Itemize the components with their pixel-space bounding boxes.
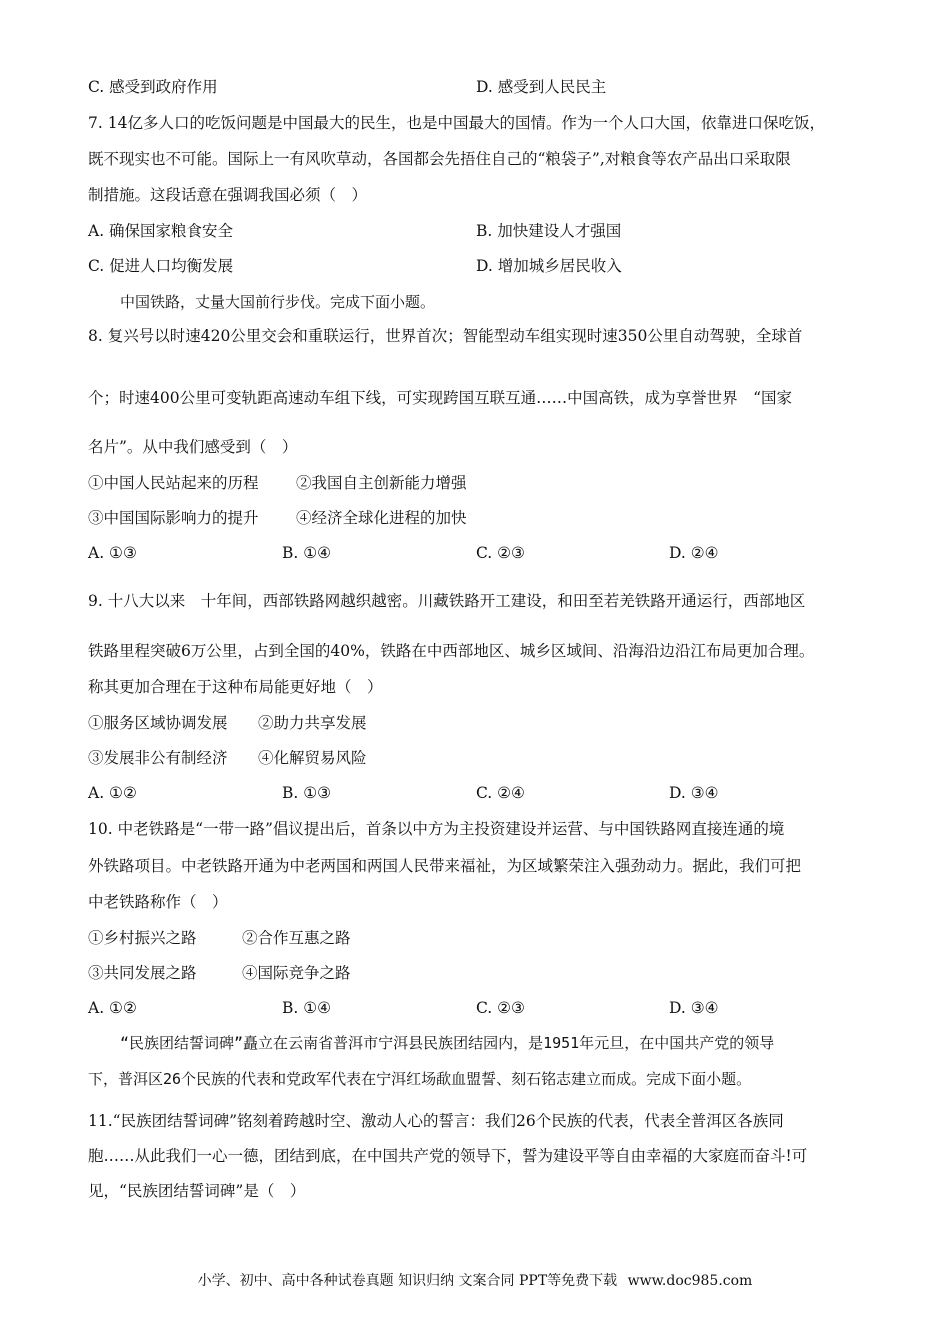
- q11-stem-line2: 胞……从此我们一心一德，团结到底，在中国共产党的领导下，誓为建设平等自由幸福的大家庭而奋斗!可: [88, 1147, 808, 1165]
- q10-option-c: C. ②③: [476, 999, 525, 1017]
- q7-stem-line2: 既不现实也不可能。国际上一有风吹草动，各国都会先捂住自己的“粮袋子”,对粮食等农产品出口采取限: [88, 150, 791, 168]
- q9-statement-4: ④化解贸易风险: [258, 749, 367, 767]
- q8-statement-3: ③中国国际影响力的提升: [88, 509, 259, 527]
- section-intro-railway: 中国铁路，丈量大国前行步伐。完成下面小题。: [120, 293, 436, 311]
- q10-statement-1: ①乡村振兴之路: [88, 929, 197, 947]
- q9-statement-3: ③发展非公有制经济: [88, 749, 228, 767]
- section-intro-monument-line1: “民族团结誓词碑”矗立在云南省普洱市宁洱县民族团结园内，是1951年元旦，在中国共产党的领导: [120, 1034, 775, 1052]
- q10-statement-4: ④国际竞争之路: [242, 964, 351, 982]
- q7-stem-line1: 7. 14亿多人口的吃饭问题是中国最大的民生，也是中国最大的国情。作为一个人口大国，依靠进口保吃饭，: [88, 114, 825, 132]
- footer-url[interactable]: www.doc985.com: [627, 1273, 753, 1289]
- q7-option-d: D. 增加城乡居民收入: [476, 257, 622, 275]
- section-intro-monument-line2: 下，普洱区26个民族的代表和党政军代表在宁洱红场歃血盟誓、刻石铭志建立而成。完成下面小题。: [88, 1070, 752, 1088]
- q7-option-c: C. 促进人口均衡发展: [88, 257, 234, 275]
- q9-statement-2: ②助力共享发展: [258, 714, 367, 732]
- q10-option-b: B. ①④: [282, 999, 332, 1017]
- q10-stem-line1: 10. 中老铁路是“一带一路”倡议提出后，首条以中方为主投资建设并运营、与中国铁路网直接连通的境: [88, 820, 785, 838]
- q10-stem-line3: 中老铁路称作（ ）: [88, 893, 228, 911]
- page-footer: [0, 1270, 950, 1290]
- q7-stem-line3: 制措施。这段话意在强调我国必须（ ）: [88, 186, 368, 204]
- q8-option-c: C. ②③: [476, 544, 525, 562]
- q9-stem-line2: 铁路里程突破6万公里，占到全国的40%，铁路在中西部地区、城乡区域间、沿海沿边沿江布局更加合理。: [88, 642, 815, 660]
- q9-option-d: D. ③④: [669, 784, 719, 802]
- q11-stem-line1: 11.“民族团结誓词碑”铭刻着跨越时空、激动人心的誓言：我们26个民族的代表，代表全普洱区各族同: [88, 1112, 784, 1130]
- q8-statement-1: ①中国人民站起来的历程: [88, 474, 259, 492]
- q9-statement-1: ①服务区域协调发展: [88, 714, 228, 732]
- q10-stem-line2: 外铁路项目。中老铁路开通为中老两国和两国人民带来福祉，为区域繁荣注入强劲动力。据此，我们可把: [88, 857, 802, 875]
- q8-stem-line2: 个；时速400公里可变轨距高速动车组下线，可实现跨国互联互通……中国高铁，成为享誉世界 “国家: [88, 389, 793, 407]
- q10-statement-3: ③共同发展之路: [88, 964, 197, 982]
- q8-option-b: B. ①④: [282, 544, 332, 562]
- q8-statement-2: ②我国自主创新能力增强: [296, 474, 467, 492]
- q8-stem-line3: 名片”。从中我们感受到（ ）: [88, 438, 298, 456]
- q9-stem-line1: 9. 十八大以来 十年间，西部铁路网越织越密。川藏铁路开工建设，和田至若羌铁路开通运行，西部地区: [88, 592, 806, 610]
- q7-option-a: A. 确保国家粮食安全: [88, 222, 234, 240]
- q8-option-d: D. ②④: [669, 544, 719, 562]
- q9-option-b: B. ①③: [282, 784, 332, 802]
- q9-stem-line3: 称其更加合理在于这种布局能更好地（ ）: [88, 678, 383, 696]
- q8-option-a: A. ①③: [88, 544, 137, 562]
- q7-option-b: B. 加快建设人才强国: [476, 222, 622, 240]
- q6-option-d: D. 感受到人民民主: [476, 78, 607, 96]
- q11-stem-line3: 见，“民族团结誓词碑”是（ ）: [88, 1182, 306, 1200]
- q10-option-a: A. ①②: [88, 999, 137, 1017]
- footer-text: 小学、初中、高中各种试卷真题 知识归纳 文案合同 PPT等免费下载: [197, 1273, 618, 1289]
- q6-option-c: C. 感受到政府作用: [88, 78, 218, 96]
- q9-option-a: A. ①②: [88, 784, 137, 802]
- q10-option-d: D. ③④: [669, 999, 719, 1017]
- q8-stem-line1: 8. 复兴号以时速420公里交会和重联运行，世界首次；智能型动车组实现时速350公里自动驾驶，全球首: [88, 327, 803, 345]
- q8-statement-4: ④经济全球化进程的加快: [296, 509, 467, 527]
- q10-statement-2: ②合作互惠之路: [242, 929, 351, 947]
- q9-option-c: C. ②④: [476, 784, 525, 802]
